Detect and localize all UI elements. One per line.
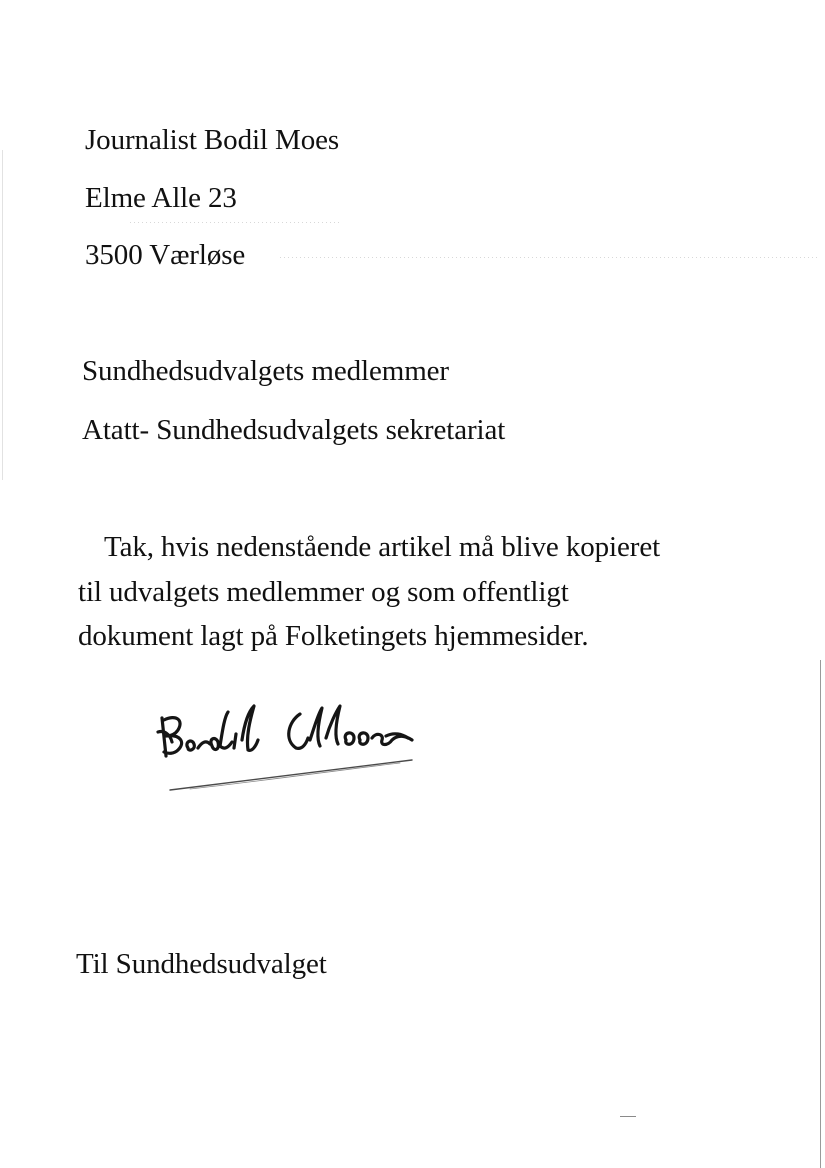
request-paragraph: Tak, hvis nedenstående artikel må blive kopieret til udvalgets medlemmer og som offentligt dokument lagt på Folketingets hjemmesider. [78,531,661,652]
scan-noise [740,257,820,258]
scan-noise [280,257,740,258]
addressee-line: Til Sundhedsudvalget [76,948,327,980]
scan-noise [130,222,340,223]
sender-name: Journalist Bodil Moes [85,124,340,156]
scan-mark [620,1116,636,1117]
scan-edge-left [2,150,3,480]
recipient-line-2: Atatt- Sundhedsudvalgets sekretariat [82,414,506,446]
sender-city: 3500 Værløse [85,239,246,271]
handwritten-signature [150,690,440,800]
sender-street: Elme Alle 23 [85,182,237,214]
recipient-line-1: Sundhedsudvalgets medlemmer [82,355,449,387]
scan-edge-right [820,660,821,1168]
